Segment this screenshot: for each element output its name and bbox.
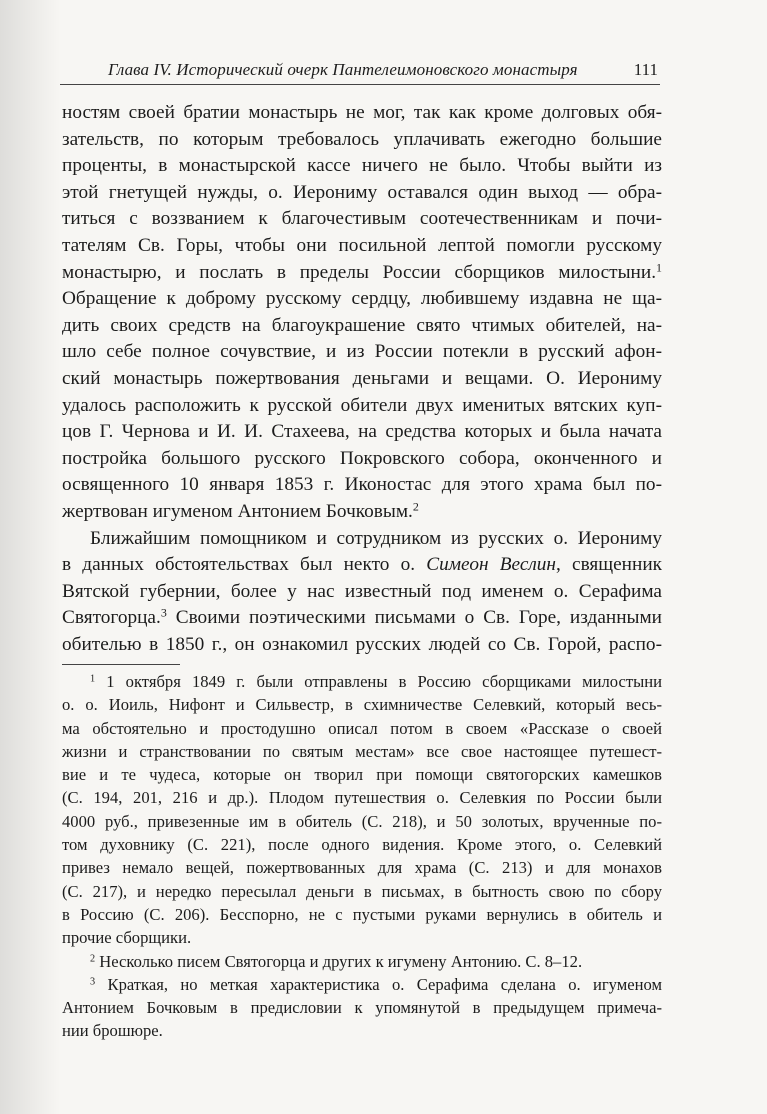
text-segment: Ближайшим помощником и сотрудником из русских о. Иерониму xyxy=(90,527,662,549)
text-line xyxy=(62,605,662,632)
footnote-line xyxy=(62,996,662,1019)
footnote-mark: 3 xyxy=(90,976,96,988)
main-text xyxy=(62,100,662,658)
text-segment: Вятской губернии, более у нас известный под именем о. Серафима xyxy=(62,580,662,602)
text-line xyxy=(62,206,662,233)
text-line xyxy=(62,100,662,127)
text-segment: цов Г. Чернова и И. И. Стахеева, на средства которых и была начата xyxy=(62,421,662,443)
text-segment: жертвован игуменом Антонием Бочковым. xyxy=(62,500,413,522)
text-line xyxy=(62,286,662,313)
text-segment: дить своих средств на благоукрашение свято чтимых обителей, на- xyxy=(62,314,662,336)
text-line xyxy=(62,526,662,553)
text-line xyxy=(62,499,662,526)
footnotes xyxy=(62,670,662,1043)
text-segment: Своими поэтическими письмами о Св. Горе, изданными xyxy=(166,607,662,629)
text-segment: в данных обстоятельствах был некто о. xyxy=(62,554,427,576)
text-segment: , священник xyxy=(556,554,663,576)
footnote-ref: 1 xyxy=(656,259,662,274)
text-segment: Святогорца. xyxy=(62,607,161,629)
text-segment: Краткая, но меткая характеристика о. Серафима сделана о. игуменом xyxy=(95,974,662,994)
footnote-line xyxy=(62,810,662,833)
text-segment: проценты, в монастырской кассе ничего не было. Чтобы выйти из xyxy=(62,155,662,177)
text-line xyxy=(62,366,662,393)
footnote-line xyxy=(62,740,662,763)
text-line xyxy=(62,313,662,340)
footnote-line xyxy=(62,880,662,903)
text-segment: обителью в 1850 г., он ознакомил русских людей со Св. Горой, распо- xyxy=(62,633,662,655)
text-segment: том духовнику (С. 221), после одного видения. Кроме этого, о. Селевкий xyxy=(62,835,662,855)
page-number: 111 xyxy=(633,60,658,79)
text-line xyxy=(62,180,662,207)
text-line xyxy=(62,472,662,499)
text-segment: ский монастырь пожертвования деньгами и вещами. О. Иерониму xyxy=(62,367,662,389)
text-segment: 1 октября 1849 г. были отправлены в Россию сборщиками милостыни xyxy=(95,672,662,691)
text-segment: 4000 руб., привезенные им в обитель (С. 218), и 50 золотых, врученные по- xyxy=(62,811,662,831)
text-segment: прочие сборщики. xyxy=(62,928,192,948)
text-segment: Обращение к доброму русскому сердцу, любившему издавна не ща- xyxy=(62,288,662,310)
footnote-rule xyxy=(62,664,180,665)
text-line xyxy=(62,579,662,606)
text-segment: зательств, по которым требовалось уплачивать ежегодно большие xyxy=(62,128,662,150)
text-segment: монастырю, и послать в пределы России сборщиков милостыни. xyxy=(62,261,657,283)
footnote-line xyxy=(62,786,662,809)
text-segment: жизни и странствовании по святым местам» все свое настоящее путешест- xyxy=(62,741,662,761)
italic-name: Симеон Веслин xyxy=(426,554,556,576)
footnote-line xyxy=(62,950,662,973)
text-line xyxy=(62,632,662,659)
text-line xyxy=(62,419,662,446)
footnote-line xyxy=(62,903,662,926)
footnote-ref: 2 xyxy=(412,499,419,514)
footnote-line xyxy=(62,717,662,740)
text-segment: освященного 10 января 1853 г. Иконостас для этого храма был по- xyxy=(62,474,662,496)
footnote-line xyxy=(62,856,662,879)
text-line xyxy=(62,339,662,366)
text-segment: (С. 194, 201, 216 и др.). Плодом путешествия о. Селевкия по России были xyxy=(62,788,662,808)
text-line xyxy=(62,446,662,473)
text-segment: вие и те чудеса, которые он творил при помощи святогорских камешков xyxy=(62,765,662,785)
text-segment: нии брошюре. xyxy=(62,1021,163,1041)
text-segment: ма обстоятельно и простодушно описал потом в своем «Рассказе о своей xyxy=(62,718,662,738)
text-line xyxy=(62,233,662,260)
text-line xyxy=(62,153,662,180)
text-segment: титься с воззванием к благочестивым соотечественникам и почи- xyxy=(62,208,662,230)
footnote-mark: 1 xyxy=(90,673,96,685)
text-segment: Антонием Бочковым в предисловии к упомянутой в предыдущем примеча- xyxy=(62,998,662,1018)
text-segment: (С. 217), и нередко пересылал деньги в письмах, в бытность свою по сбору xyxy=(62,881,662,901)
text-line xyxy=(62,260,662,287)
text-line xyxy=(62,393,662,420)
footnote-line xyxy=(62,973,662,996)
scan-edge-shadow xyxy=(0,0,60,1114)
text-segment: постройка большого русского Покровского собора, оконченного и xyxy=(62,447,662,469)
text-segment: шло себе полное сочувствие, и из России потекли в русский афон- xyxy=(62,341,662,363)
footnote-line xyxy=(62,833,662,856)
footnote-mark: 2 xyxy=(90,952,96,964)
footnote-line xyxy=(62,763,662,786)
footnote-line xyxy=(62,670,662,693)
text-segment: привез немало вещей, пожертвованных для храма (С. 213) и для монахов xyxy=(62,858,662,878)
text-segment: удалось расположить к русской обители двух именитых вятских куп- xyxy=(62,394,662,416)
text-segment: тателям Св. Горы, чтобы они посильной лептой помогли русскому xyxy=(62,234,662,256)
footnote-line xyxy=(62,693,662,716)
text-segment: ностям своей братии монастырь не мог, так как кроме долговых обя- xyxy=(62,102,662,123)
text-segment: в Россию (С. 206). Бесспорно, не с пустыми руками вернулись в обитель и xyxy=(62,904,662,924)
footnote-ref: 3 xyxy=(160,605,167,620)
text-segment: этой гнетущей нужды, о. Иерониму оставался один выход — обра- xyxy=(62,181,662,203)
text-segment: Несколько писем Святогорца и других к игумену Антонию. С. 8–12. xyxy=(95,951,583,971)
footnote-line xyxy=(62,1019,662,1042)
running-header xyxy=(60,58,660,85)
text-line xyxy=(62,552,662,579)
header-title: Глава IV. Исторический очерк Пантелеимоновского монастыря xyxy=(108,60,578,79)
text-segment: о. о. Иоиль, Нифонт и Сильвестр, в схимничестве Селевкий, который весь- xyxy=(62,695,662,715)
footnote-line xyxy=(62,926,662,949)
text-line xyxy=(62,127,662,154)
